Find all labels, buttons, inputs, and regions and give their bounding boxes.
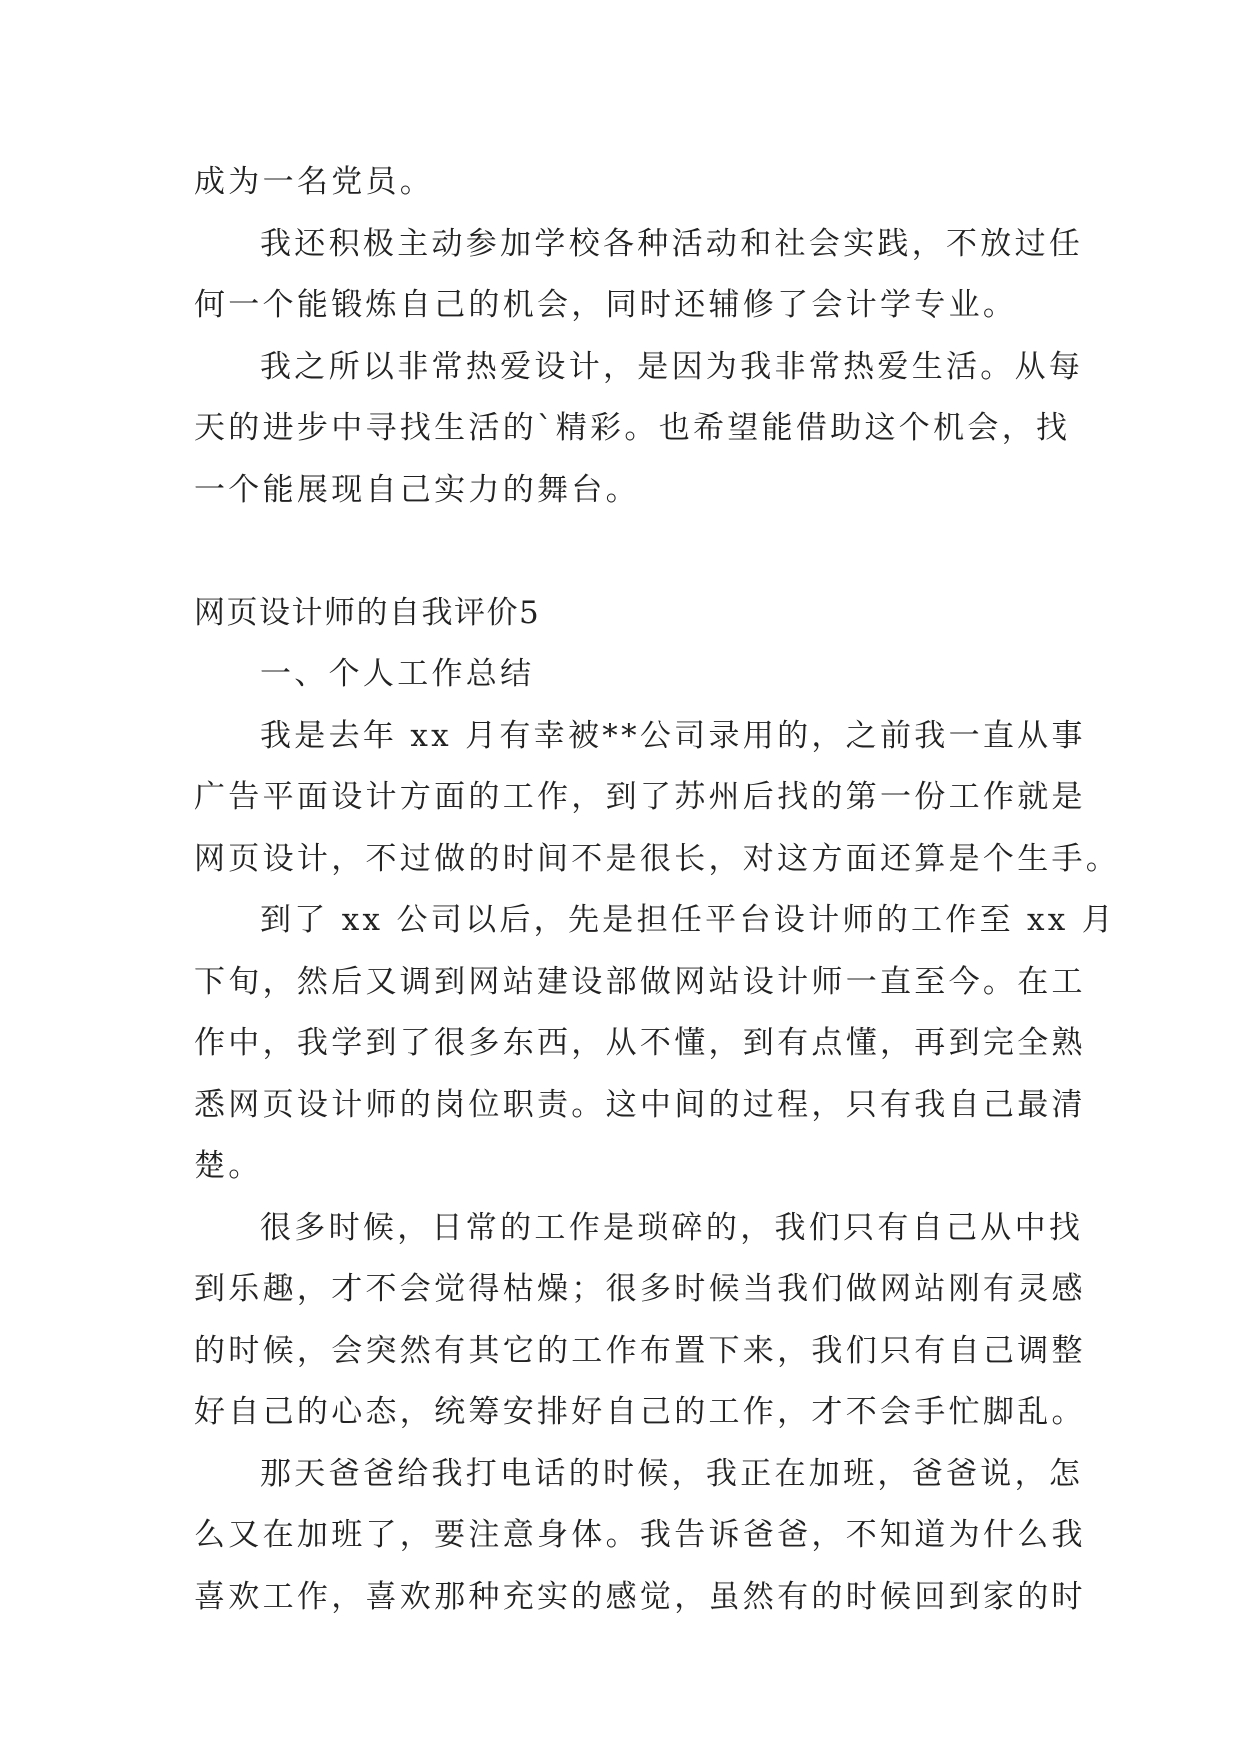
text-line: 悉网页设计师的岗位职责。这中间的过程，只有我自己最清 — [194, 1086, 1086, 1123]
text-line: 下旬，然后又调到网站建设部做网站设计师一直至今。在工 — [194, 963, 1086, 1000]
text-line: 何一个能锻炼自己的机会，同时还辅修了会计学专业。 — [194, 287, 1018, 323]
text-line: 天的进步中寻找生活的`精彩。也希望能借助这个机会，找 — [194, 410, 1071, 446]
document-body — [194, 152, 1121, 1628]
text-line: 我还积极主动参加学校各种活动和社会实践，不放过任 — [260, 225, 1084, 262]
text-line: 到了 xx 公司以后，先是担任平台设计师的工作至 xx 月 — [260, 902, 1117, 938]
text-line: 楚。 — [194, 1148, 263, 1184]
text-line: 那天爸爸给我打电话的时候，我正在加班，爸爸说，怎 — [260, 1455, 1084, 1492]
text-line: 我是去年 xx 月有幸被**公司录用的，之前我一直从事 — [260, 717, 1086, 754]
text-line: 好自己的心态，统筹安排好自己的工作，才不会手忙脚乱。 — [194, 1394, 1086, 1430]
text-line: 么又在加班了，要注意身体。我告诉爸爸，不知道为什么我 — [194, 1517, 1086, 1553]
section-heading: 网页设计师的自我评价5 — [194, 594, 541, 631]
text-line: 广告平面设计方面的工作，到了苏州后找的第一份工作就是 — [194, 779, 1086, 815]
text-line: 到乐趣，才不会觉得枯燥；很多时候当我们做网站刚有灵感 — [194, 1271, 1086, 1307]
paragraph-gap — [194, 521, 1054, 583]
text-line: 一个能展现自己实力的舞台。 — [194, 471, 640, 508]
text-line: 我之所以非常热爱设计，是因为我非常热爱生活。从每 — [260, 348, 1084, 385]
text-line: 成为一名党员。 — [194, 164, 435, 200]
text-line: 的时候，会突然有其它的工作布置下来，我们只有自己调整 — [194, 1332, 1086, 1369]
subsection-heading: 一、个人工作总结 — [260, 656, 535, 692]
text-line: 喜欢工作，喜欢那种充实的感觉，虽然有的时候回到家的时 — [194, 1578, 1086, 1615]
text-line: 作中，我学到了很多东西，从不懂，到有点懂，再到完全熟 — [194, 1025, 1086, 1061]
text-line: 很多时候，日常的工作是琐碎的，我们只有自己从中找 — [260, 1209, 1084, 1246]
text-line: 网页设计，不过做的时间不是很长，对这方面还算是个生手。 — [194, 840, 1121, 877]
